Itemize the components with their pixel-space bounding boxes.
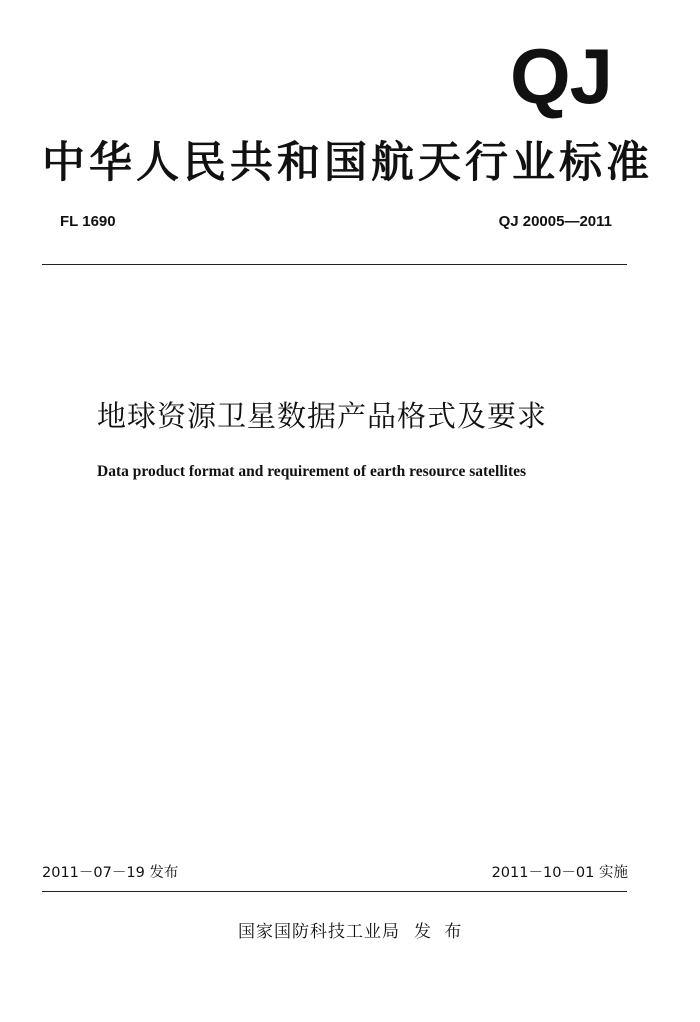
publisher-name: 国家国防科技工业局: [238, 922, 400, 942]
header-divider: [42, 264, 627, 265]
footer-divider: [42, 891, 627, 892]
classification-code: FL 1690: [60, 213, 116, 230]
issue-date: 2011－07－19 发布: [42, 865, 179, 881]
document-title-en: Data product format and requirement of earth resource satellites: [97, 463, 527, 480]
publisher-line: [238, 917, 465, 942]
standard-number: QJ 20005—2011: [498, 213, 612, 230]
standard-title: 中华人民共和国航天行业标准: [42, 138, 653, 188]
qj-logo: QJ: [509, 32, 612, 120]
document-title-zh: 地球资源卫星数据产品格式及要求: [97, 399, 548, 433]
effective-date: 2011－10－01 实施: [491, 865, 628, 881]
publisher-action: 发 布: [414, 922, 466, 942]
